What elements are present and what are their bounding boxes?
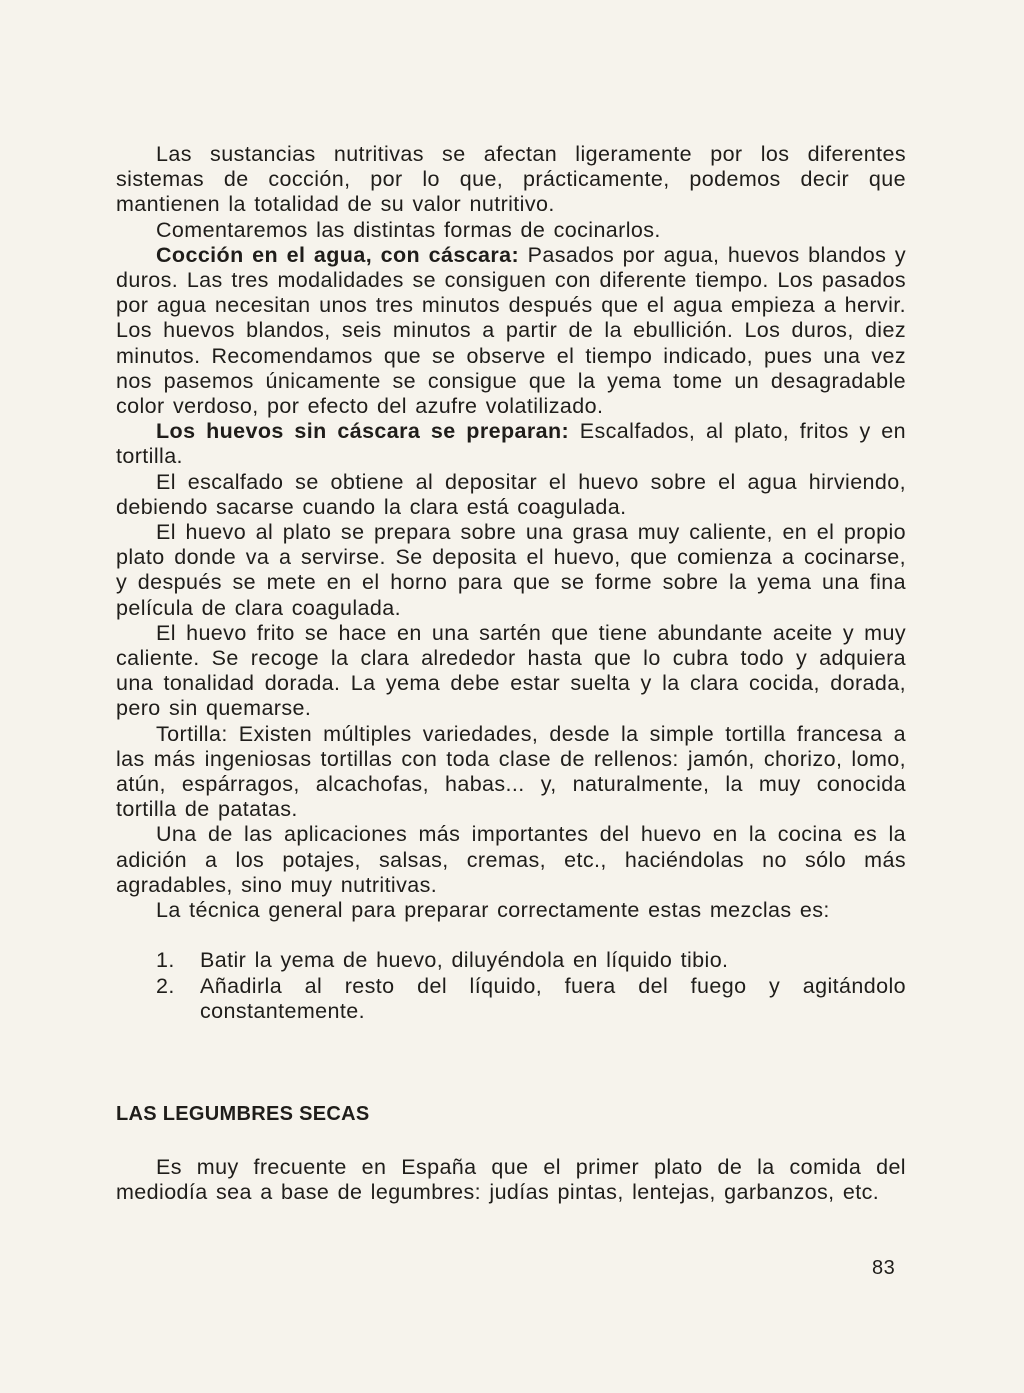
step-text: Batir la yema de huevo, diluyéndola en líquido tibio. — [200, 948, 729, 973]
paragraph-boiled-in-shell — [116, 243, 906, 419]
step-text: Añadirla al resto del líquido, fuera del fuego y agitándolo constantemente. — [200, 973, 906, 1023]
list-item — [116, 948, 906, 973]
paragraph-cooking-forms: Comentaremos las distintas formas de cocinarlos. — [156, 217, 661, 242]
list-item — [116, 974, 906, 1024]
step-number: 1. — [156, 948, 175, 973]
paragraph-baked: El huevo al plato se prepara sobre una grasa muy caliente, en el propio plato donde va a servirse. Se deposita el huevo, que comienza a cocinarse, y después se mete en el horno para que se forme sobre la yema una fina película de clara coagulada. — [116, 520, 906, 620]
paragraph-text: Pasados por agua, huevos blandos y duros. Las tres modalidades se consiguen con diferente tiempo. Los pasados por agua necesitan unos tres minutos después que el agua empieza a hervir. Los huevos blandos, seis minutos a partir de la ebullición. Los duros, diez minutos. Recomendamos que se observe el tiempo indicado, pues una vez nos pasemos únicamente se consigue que la yema tome un desagradable color verdoso, por efecto del azufre volatilizado. — [116, 242, 906, 419]
paragraph-poached: El escalfado se obtiene al depositar el huevo sobre el agua hirviendo, debiendo sacarse cuando la clara está coagulada. — [116, 469, 906, 519]
steps-list — [116, 948, 906, 1024]
paragraph-legumes: Es muy frecuente en España que el primer plato de la comida del mediodía sea a base de legumbres: judías pintas, lentejas, garbanzos, etc. — [116, 1155, 906, 1205]
step-number: 2. — [156, 973, 175, 998]
paragraph-omelette: Tortilla: Existen múltiples variedades, desde la simple tortilla francesa a las más ingeniosas tortillas con toda clase de rellenos: jamón, chorizo, lomo, atún, espárragos, alcachofas, habas... y, naturalmente, la muy conocida tortilla de patatas. — [116, 721, 906, 822]
paragraph-text: Escalfados, al plato, fritos y en tortilla. — [116, 419, 906, 469]
section-heading: LAS LEGUMBRES SECAS — [116, 1103, 370, 1125]
paragraph-fried: El huevo frito se hace en una sartén que tiene abundante aceite y muy caliente. Se recoge la clara alrededor hasta que lo cubra todo y adquiera una tonalidad dorada. La yema debe estar suelta y la clara cocida, dorada, pero sin quemarse. — [116, 620, 906, 721]
page-number: 83 — [872, 1257, 896, 1279]
paragraph-intro: Las sustancias nutritivas se afectan ligeramente por los diferentes sistemas de cocción, por lo que, prácticamente, podemos decir que mantienen la totalidad de su valor nutritivo. — [116, 142, 906, 217]
paragraph-lead: Cocción en el agua, con cáscara: — [156, 242, 520, 267]
paragraph-lead: Los huevos sin cáscara se preparan: — [156, 419, 570, 444]
paragraph-technique: La técnica general para preparar correctamente estas mezclas es: — [156, 898, 830, 923]
main-text-block — [116, 142, 906, 1024]
paragraph-applications: Una de las aplicaciones más importantes del huevo en la cocina es la adición a los potajes, salsas, cremas, etc., haciéndolas no sólo más agradables, sino muy nutritivas. — [116, 822, 906, 897]
paragraph-without-shell — [116, 419, 906, 469]
